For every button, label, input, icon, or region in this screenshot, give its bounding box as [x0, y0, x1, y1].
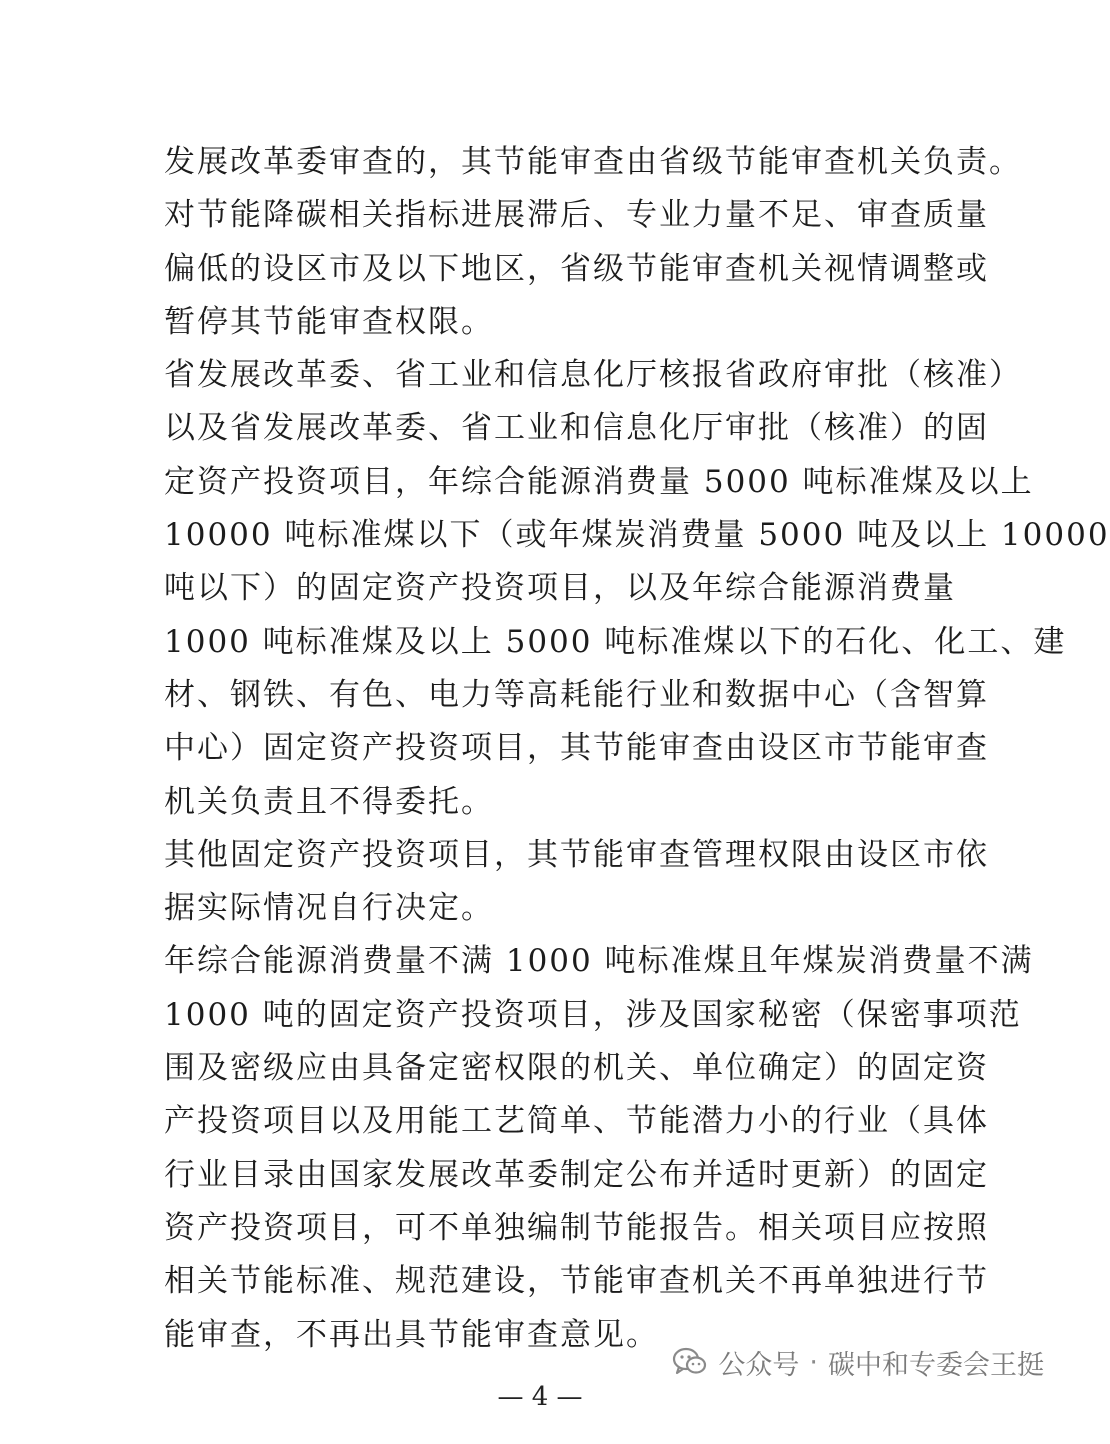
text-line: 定资产投资项目，年综合能源消费量 5000 吨标准煤及以上 [164, 463, 1034, 500]
text-line: 据实际情况自行决定。 [164, 890, 494, 927]
text-line: 偏低的设区市及以下地区，省级节能审查机关视情调整或 [164, 250, 989, 287]
text-line: 10000 吨标准煤以下（或年煤炭消费量 5000 吨及以上 10000 [164, 517, 1110, 554]
text-line: 中心）固定资产投资项目，其节能审查由设区市节能审查 [164, 730, 989, 767]
text-line: 以及省发展改革委、省工业和信息化厅审批（核准）的固 [164, 410, 989, 447]
text-line: 材、钢铁、有色、电力等高耗能行业和数据中心（含智算 [164, 676, 989, 713]
text-line: 吨以下）的固定资产投资项目，以及年综合能源消费量 [164, 570, 956, 607]
text-line: 1000 吨标准煤及以上 5000 吨标准煤以下的石化、化工、建 [164, 623, 1067, 660]
text-line: 行业目录由国家发展改革委制定公布并适时更新）的固定 [164, 1156, 989, 1193]
text-line: 对节能降碳相关指标进展滞后、专业力量不足、审查质量 [164, 197, 989, 234]
watermark-source: 公众号 [718, 1349, 800, 1381]
watermark-account: 碳中和专委会王挺 [828, 1349, 1044, 1381]
wechat-watermark [672, 1342, 1044, 1382]
text-line: 暂停其节能审查权限。 [164, 303, 494, 340]
text-line: 相关节能标准、规范建设，节能审查机关不再单独进行节 [164, 1263, 989, 1300]
text-line: 机关负责且不得委托。 [164, 783, 494, 820]
watermark-separator: · [809, 1346, 818, 1378]
text-line: 年综合能源消费量不满 1000 吨标准煤且年煤炭消费量不满 [164, 943, 1034, 980]
text-line: 省发展改革委、省工业和信息化厅核报省政府审批（核准） [164, 357, 1022, 394]
text-line: 其他固定资产投资项目，其节能审查管理权限由设区市依 [164, 836, 989, 873]
text-line: 围及密级应由具备定密权限的机关、单位确定）的固定资 [164, 1050, 989, 1087]
body-text [164, 136, 1110, 1362]
text-line: 发展改革委审查的，其节能审查由省级节能审查机关负责。 [164, 144, 1022, 180]
text-line: 能审查，不再出具节能审查意见。 [164, 1316, 659, 1353]
page-number: — 4 — [497, 1382, 583, 1412]
text-line: 资产投资项目，可不单独编制节能报告。相关项目应按照 [164, 1209, 989, 1246]
text-line: 1000 吨的固定资产投资项目，涉及国家秘密（保密事项范 [164, 996, 1022, 1033]
text-line: 产投资项目以及用能工艺简单、节能潜力小的行业（具体 [164, 1103, 989, 1140]
wechat-icon [672, 1347, 708, 1377]
